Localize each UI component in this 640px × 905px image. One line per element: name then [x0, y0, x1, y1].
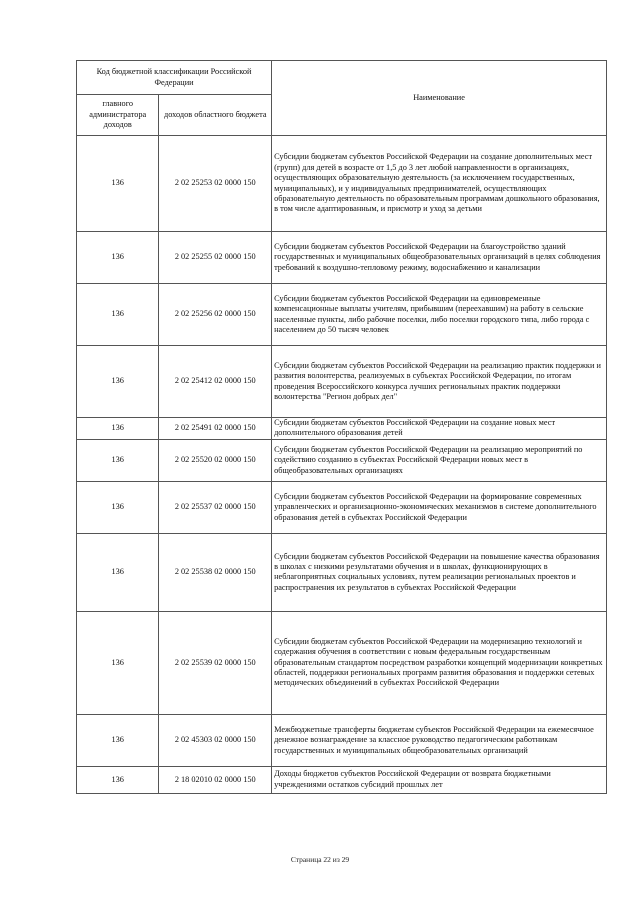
- table-row: [77, 136, 607, 232]
- admin-code-cell: 136: [77, 418, 159, 440]
- admin-code-cell: 136: [77, 136, 159, 232]
- admin-code-cell: 136: [77, 232, 159, 284]
- name-cell: Субсидии бюджетам субъектов Российской Федерации на реализацию практик поддержки и развития волонтерства, реализуемых в субъектах Российской Федерации, по итогам проведения Всероссийского конкурса лучших региональных практик поддержки волонтерства "Регион добрых дел": [272, 346, 607, 418]
- table-row: [77, 418, 607, 440]
- income-code-cell: 2 18 02010 02 0000 150: [159, 766, 272, 793]
- income-code-cell: 2 02 25538 02 0000 150: [159, 533, 272, 611]
- name-cell: Субсидии бюджетам субъектов Российской Федерации на создание дополнительных мест (групп) для детей в возрасте от 1,5 до 3 лет любой направленности в организациях, осуществляющих образовательную деятельность (за исключением государственных, муниципальных), и у индивидуальных предпринимателей, осуществляющих образовательную деятельность по образовательным программам дошкольного образования, в том числе адаптированным, и присмотр и уход за детьми: [272, 136, 607, 232]
- table-row: [77, 611, 607, 714]
- table-row: [77, 533, 607, 611]
- admin-code-cell: 136: [77, 766, 159, 793]
- income-code-cell: 2 02 25412 02 0000 150: [159, 346, 272, 418]
- admin-code-cell: 136: [77, 611, 159, 714]
- admin-code-cell: 136: [77, 346, 159, 418]
- table-row: [77, 714, 607, 766]
- income-column-header: доходов областного бюджета: [159, 95, 272, 136]
- income-code-cell: 2 02 25256 02 0000 150: [159, 284, 272, 346]
- kbk-group-header: Код бюджетной классификации Российской Федерации: [77, 61, 272, 95]
- name-cell: Доходы бюджетов субъектов Российской Федерации от возврата бюджетными учреждениями остатков субсидий прошлых лет: [272, 766, 607, 793]
- name-cell: Субсидии бюджетам субъектов Российской Федерации на повышение качества образования в школах с низкими результатами обучения и в школах, функционирующих в неблагоприятных социальных условиях, путем реализации региональных проектов и распространения их результатов в субъектах Российской Федерации: [272, 533, 607, 611]
- budget-classification-table: [76, 60, 607, 794]
- table-row: [77, 439, 607, 481]
- income-code-cell: 2 02 25520 02 0000 150: [159, 439, 272, 481]
- income-code-cell: 2 02 25255 02 0000 150: [159, 232, 272, 284]
- income-code-cell: 2 02 25537 02 0000 150: [159, 481, 272, 533]
- name-column-header: Наименование: [272, 61, 607, 136]
- page-number: Страница 22 из 29: [290, 855, 350, 864]
- table-row: [77, 284, 607, 346]
- income-code-cell: 2 02 25491 02 0000 150: [159, 418, 272, 440]
- admin-column-header: главного администратора доходов: [77, 95, 159, 136]
- table-body: [77, 136, 607, 794]
- name-cell: Субсидии бюджетам субъектов Российской Федерации на создание новых мест дополнительного образования детей: [272, 418, 607, 440]
- admin-code-cell: 136: [77, 481, 159, 533]
- header-row-top: [77, 61, 607, 95]
- table-row: [77, 346, 607, 418]
- income-code-cell: 2 02 45303 02 0000 150: [159, 714, 272, 766]
- name-cell: Субсидии бюджетам субъектов Российской Федерации на реализацию мероприятий по содействию созданию в субъектах Российской Федерации новых мест в общеобразовательных организациях: [272, 439, 607, 481]
- name-cell: Субсидии бюджетам субъектов Российской Федерации на модернизацию технологий и содержания обучения в соответствии с новым федеральным государственным образовательным стандартом посредством разработки концепций модернизации конкретных областей, поддержки региональных программ развития образования и поддержки сетевых методических объединений в субъектах Российской Федерации: [272, 611, 607, 714]
- name-cell: Субсидии бюджетам субъектов Российской Федерации на благоустройство зданий государственных и муниципальных общеобразовательных организаций в целях соблюдения требований к воздушно-тепловому режиму, водоснабжению и канализации: [272, 232, 607, 284]
- income-code-cell: 2 02 25253 02 0000 150: [159, 136, 272, 232]
- name-cell: Межбюджетные трансферты бюджетам субъектов Российской Федерации на ежемесячное денежное вознаграждение за классное руководство педагогическим работникам государственных и муниципальных общеобразовательных организаций: [272, 714, 607, 766]
- table-row: [77, 766, 607, 793]
- admin-code-cell: 136: [77, 439, 159, 481]
- table-row: [77, 481, 607, 533]
- income-code-cell: 2 02 25539 02 0000 150: [159, 611, 272, 714]
- admin-code-cell: 136: [77, 714, 159, 766]
- admin-code-cell: 136: [77, 284, 159, 346]
- name-cell: Субсидии бюджетам субъектов Российской Федерации на формирование современных управленческих и организационно-экономических механизмов в системе дополнительного образования детей в субъектах Российской Федерации: [272, 481, 607, 533]
- admin-code-cell: 136: [77, 533, 159, 611]
- table-row: [77, 232, 607, 284]
- name-cell: Субсидии бюджетам субъектов Российской Федерации на единовременные компенсационные выплаты учителям, прибывшим (переехавшим) на работу в сельские населенные пункты, либо рабочие поселки, либо поселки городского типа, либо города с населением до 50 тысяч человек: [272, 284, 607, 346]
